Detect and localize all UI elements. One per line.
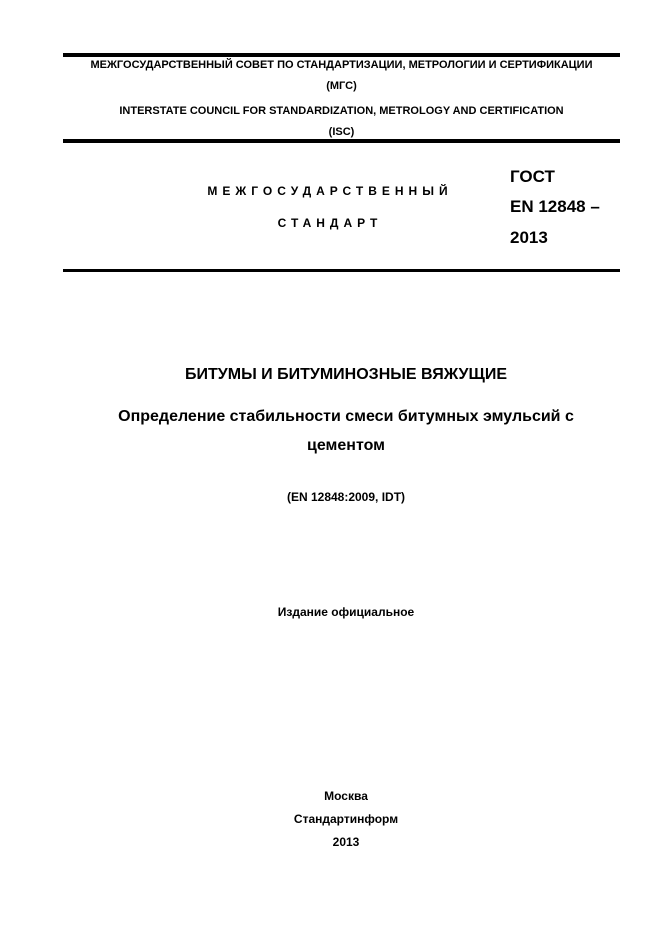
publication-city: Москва: [324, 789, 368, 803]
bottom-rule: [63, 269, 620, 272]
standard-identity: (EN 12848:2009, IDT): [286, 490, 406, 504]
publication-year: 2013: [332, 835, 360, 849]
publisher-name: Стандартинформ: [293, 812, 399, 826]
council-abbr-ru: (МГС): [326, 80, 357, 92]
gost-number: EN 12848 –: [510, 197, 600, 216]
document-subtitle-line1: Определение стабильности смеси битумных эмульсий с: [118, 408, 574, 425]
standard-kind-line2: СТАНДАРТ: [277, 216, 383, 230]
top-rule: [63, 53, 620, 57]
edition-note: Издание официальное: [277, 605, 415, 619]
gost-label: ГОСТ: [510, 167, 555, 186]
council-name-en: INTERSTATE COUNCIL FOR STANDARDIZATION, METROLOGY AND CERTIFICATION: [119, 105, 564, 117]
council-abbr-en: (ISC): [328, 126, 355, 138]
document-subtitle-line2: цементом: [307, 437, 385, 454]
middle-rule: [63, 139, 620, 143]
council-name-ru: МЕЖГОСУДАРСТВЕННЫЙ СОВЕТ ПО СТАНДАРТИЗАЦИИ, МЕТРОЛОГИИ И СЕРТИФИКАЦИИ: [90, 59, 593, 71]
standard-kind-line1: МЕЖГОСУДАРСТВЕННЫЙ: [207, 184, 453, 198]
gost-year: 2013: [510, 228, 548, 247]
document-title: БИТУМЫ И БИТУМИНОЗНЫЕ ВЯЖУЩИЕ: [185, 366, 507, 383]
